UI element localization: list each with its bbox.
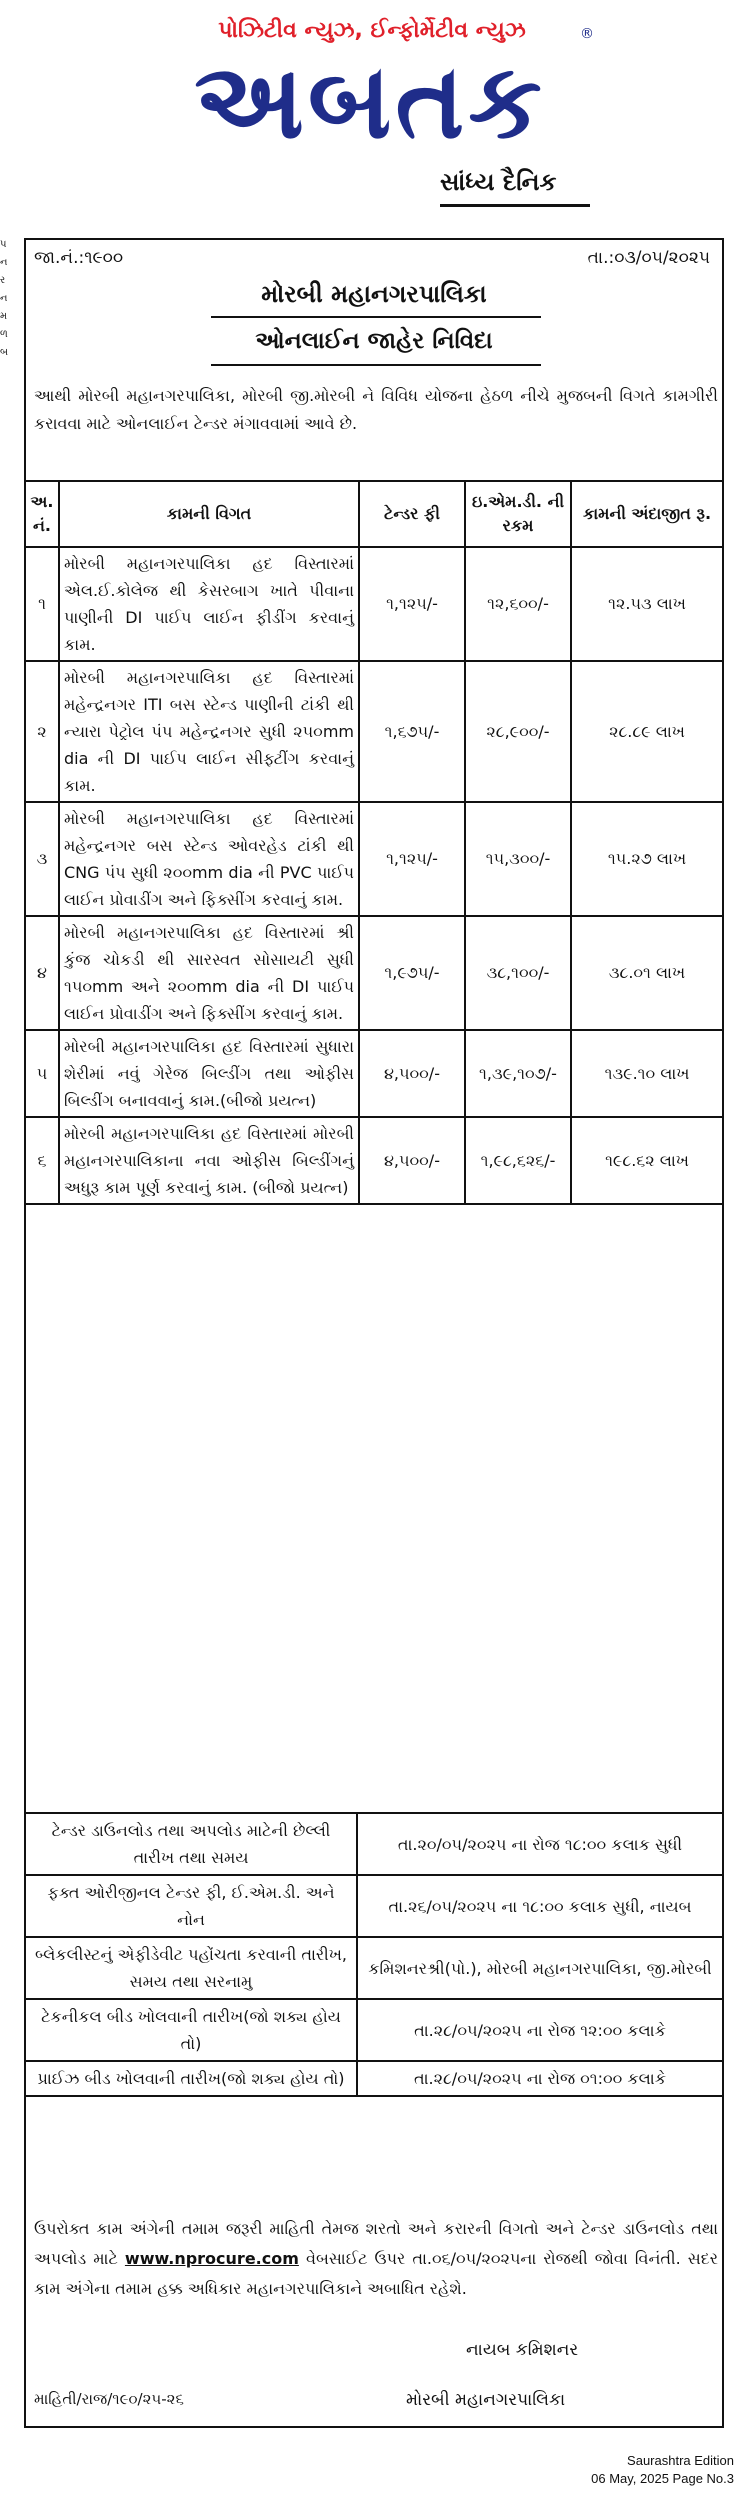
works-table — [24, 480, 724, 1205]
title-underline — [211, 364, 541, 366]
edition-name: Saurashtra Edition — [627, 2453, 734, 2468]
schedule-label: ટેકનીકલ બીડ ખોલવાની તારીખ(જો શક્ય હોય તો) — [25, 1999, 357, 2061]
header-estimate: કામની અંદાજીત રૂ. — [571, 481, 723, 547]
schedule-row — [25, 1999, 723, 2061]
reference-number: જા.નં.:૧૯૦૦ — [34, 248, 124, 268]
work-sr: ૨ — [25, 661, 59, 802]
work-estimate: ૧૫.૨૭ લાખ — [571, 802, 723, 916]
schedule-label: ફક્ત ઓરીજીનલ ટેન્ડર ફી, ઈ.એમ.ડી. અને નોન — [25, 1875, 357, 1937]
notice-title: ઓનલાઈન જાહેર નિવિદા — [255, 328, 493, 354]
work-tender-fee: ૪,૫૦૦/- — [359, 1117, 465, 1204]
work-estimate: ૨૮.૮૯ લાખ — [571, 661, 723, 802]
header-tender-fee: ટેન્ડર ફી — [359, 481, 465, 547]
tagline: પોઝિટીવ ન્યુઝ, ઈન્ફોર્મેટીવ ન્યુઝ — [218, 18, 526, 43]
footer-text-after-url: વેબસાઈટ ઉપર તા.૦૬/૦૫/૨૦૨૫ના રોજથી જોવા વિનંતી. સદર કામ અંગેના તમામ હક્ક અધિકાર મહાનગરપાલિકાને અબાધિત રહેશે. — [34, 2249, 718, 2298]
info-code: માહિતી/રાજ/૧૯૦/૨૫-૨૬ — [34, 2390, 184, 2408]
adjacent-column-strip — [0, 236, 10, 416]
organization-name: મોરબી મહાનગરપાલિકા — [261, 280, 487, 308]
schedule-label: બ્લેકલીસ્ટનું એફીડેવીટ પહોંચતા કરવાની તારીખ, સમય તથા સરનામુ — [25, 1937, 357, 1999]
work-sr: ૫ — [25, 1030, 59, 1117]
tender-notice — [24, 238, 724, 2428]
work-emd: ૧૫,૩૦૦/- — [465, 802, 571, 916]
notice-date: તા.:૦૩/૦૫/૨૦૨૫ — [587, 248, 710, 268]
work-tender-fee: ૧,૧૨૫/- — [359, 547, 465, 661]
work-description: મોરબી મહાનગરપાલિકા હદ વિસ્તારમાં એલ.ઈ.કોલેજ થી કેસરબાગ ખાતે પીવાના પાણીની DI પાઈપ લાઈન ફીડીંગ કરવાનું કામ. — [59, 547, 359, 661]
work-tender-fee: ૪,૫૦૦/- — [359, 1030, 465, 1117]
schedule-row — [25, 1813, 723, 1875]
website-link[interactable]: www.nprocure.com — [124, 2249, 299, 2268]
signatory-title: નાયબ કમિશનર — [466, 2340, 579, 2360]
header-emd: ઇ.એમ.ડી. ની રકમ — [465, 481, 571, 547]
schedule-value: તા.૨૮/૦૫/૨૦૨૫ ના રોજ ૦૧:૦૦ કલાકે — [357, 2061, 723, 2096]
strip-char: પ — [0, 239, 7, 250]
work-sr: ૩ — [25, 802, 59, 916]
works-header-row — [25, 481, 723, 547]
work-emd: ૧૨,૬૦૦/- — [465, 547, 571, 661]
schedule-row — [25, 1937, 723, 1999]
work-tender-fee: ૧,૬૭૫/- — [359, 661, 465, 802]
edition-underline — [440, 204, 590, 207]
work-emd: ૧,૯૮,૬૨૬/- — [465, 1117, 571, 1204]
masthead — [0, 0, 744, 210]
schedule-label: પ્રાઈઝ બીડ ખોલવાની તારીખ(જો શક્ય હોય તો) — [25, 2061, 357, 2096]
table-row — [25, 916, 723, 1030]
schedule-value: કમિશનરશ્રી(પો.), મોરબી મહાનગરપાલિકા, જી.મોરબી — [357, 1937, 723, 1999]
signatory-organization: મોરબી મહાનગરપાલિકા — [406, 2390, 566, 2410]
org-underline — [211, 316, 541, 318]
work-estimate: ૧૯૮.૬૨ લાખ — [571, 1117, 723, 1204]
table-row — [25, 802, 723, 916]
work-sr: ૪ — [25, 916, 59, 1030]
schedule-table — [24, 1812, 724, 2097]
work-sr: ૧ — [25, 547, 59, 661]
strip-char: ર — [0, 275, 6, 286]
work-emd: ૧,૩૯,૧૦૭/- — [465, 1030, 571, 1117]
work-description: મોરબી મહાનગરપાલિકા હદ વિસ્તારમાં શ્રી કુંજ ચોકડી થી સારસ્વત સોસાયટી સુધી ૧૫૦mm અને ૨૦૦mm dia ની DI પાઈપ લાઈન પ્રોવાડીંગ અને ફિક્સીંગ કરવાનું કામ. — [59, 916, 359, 1030]
strip-char: બ — [0, 347, 9, 358]
footer-paragraph — [34, 2214, 718, 2304]
work-description: મોરબી મહાનગરપાલિકા હદ વિસ્તારમાં મહેન્દ્રનગર બસ સ્ટેન્ડ ઓવરહેડ ટાંકી થી CNG પંપ સુધી ૨૦૦mm dia ની PVC પાઈપ લાઈન પ્રોવાડીંગ અને ફિક્સીંગ કરવાનું કામ. — [59, 802, 359, 916]
edition-info — [591, 2452, 734, 2488]
work-description: મોરબી મહાનગરપાલિકા હદ વિસ્તારમાં મોરબી મહાનગરપાલિકાના નવા ઓફીસ બિલ્ડીંગનું અધુરૂ કામ પૂર્ણ કરવાનું કામ. (બીજો પ્રયત્ન) — [59, 1117, 359, 1204]
work-emd: ૩૮,૧૦૦/- — [465, 916, 571, 1030]
work-estimate: ૩૮.૦૧ લાખ — [571, 916, 723, 1030]
header-description: કામની વિગત — [59, 481, 359, 547]
strip-char: ન — [0, 257, 8, 268]
strip-char: ન — [0, 293, 8, 304]
table-row — [25, 547, 723, 661]
strip-char: ળ — [0, 329, 8, 340]
schedule-row — [25, 1875, 723, 1937]
table-row — [25, 661, 723, 802]
edition-date-page: 06 May, 2025 Page No.3 — [591, 2471, 734, 2486]
schedule-label: ટેન્ડર ડાઉનલોડ તથા અપલોડ માટેની છેલ્લી તારીખ તથા સમય — [25, 1813, 357, 1875]
schedule-row — [25, 2061, 723, 2096]
table-row — [25, 1117, 723, 1204]
intro-paragraph: આથી મોરબી મહાનગરપાલિકા, મોરબી જી.મોરબી ને વિવિધ યોજના હેઠળ નીચે મુજબની વિગતે કામગીરી કરાવવા માટે ઓનલાઈન ટેન્ડર મંગાવવામાં આવે છે. — [34, 386, 718, 433]
work-emd: ૨૮,૯૦૦/- — [465, 661, 571, 802]
header-sr: અ. નં. — [25, 481, 59, 547]
work-estimate: ૧૩૯.૧૦ લાખ — [571, 1030, 723, 1117]
work-description: મોરબી મહાનગરપાલિકા હદ વિસ્તારમાં મહેન્દ્રનગર ITI બસ સ્ટેન્ડ પાણીની ટાંકી થી ન્યારા પેટ્રોલ પંપ મહેન્દ્રનગર સુધી ૨૫૦mm dia ની DI પાઈપ લાઈન સીફ્ટીંગ કરવાનું કામ. — [59, 661, 359, 802]
schedule-value: તા.૨૬/૦૫/૨૦૨૫ ના ૧૮:૦૦ કલાક સુધી, નાયબ — [357, 1875, 723, 1937]
table-row — [25, 1030, 723, 1117]
work-description: મોરબી મહાનગરપાલિકા હદ વિસ્તારમાં સુધારા શેરીમાં નવું ગેરેજ બિલ્ડીંગ તથા ઓફીસ બિલ્ડીંગ બનાવવાનું કામ.(બીજો પ્રયત્ન) — [59, 1030, 359, 1117]
footer-text-before-url: ઉપરોક્ત કામ અંગેની તમામ જરૂરી માહિતી તેમજ શરતો અને કરારની વિગતો અને ટેન્ડર ડાઉનલોડ તથા અપલોડ માટે — [34, 2219, 718, 2268]
work-tender-fee: ૧,૯૭૫/- — [359, 916, 465, 1030]
registered-mark: ® — [580, 26, 594, 42]
edition-type: સાંધ્ય દૈનિક — [440, 168, 557, 196]
work-sr: ૬ — [25, 1117, 59, 1204]
work-estimate: ૧૨.૫૩ લાખ — [571, 547, 723, 661]
strip-char: મ — [0, 311, 8, 322]
newspaper-logo: અબતક — [194, 40, 546, 162]
schedule-value: તા.૨૮/૦૫/૨૦૨૫ ના રોજ ૧૨:૦૦ કલાકે — [357, 1999, 723, 2061]
schedule-value: તા.૨૦/૦૫/૨૦૨૫ ના રોજ ૧૮:૦૦ કલાક સુધી — [357, 1813, 723, 1875]
work-tender-fee: ૧,૧૨૫/- — [359, 802, 465, 916]
